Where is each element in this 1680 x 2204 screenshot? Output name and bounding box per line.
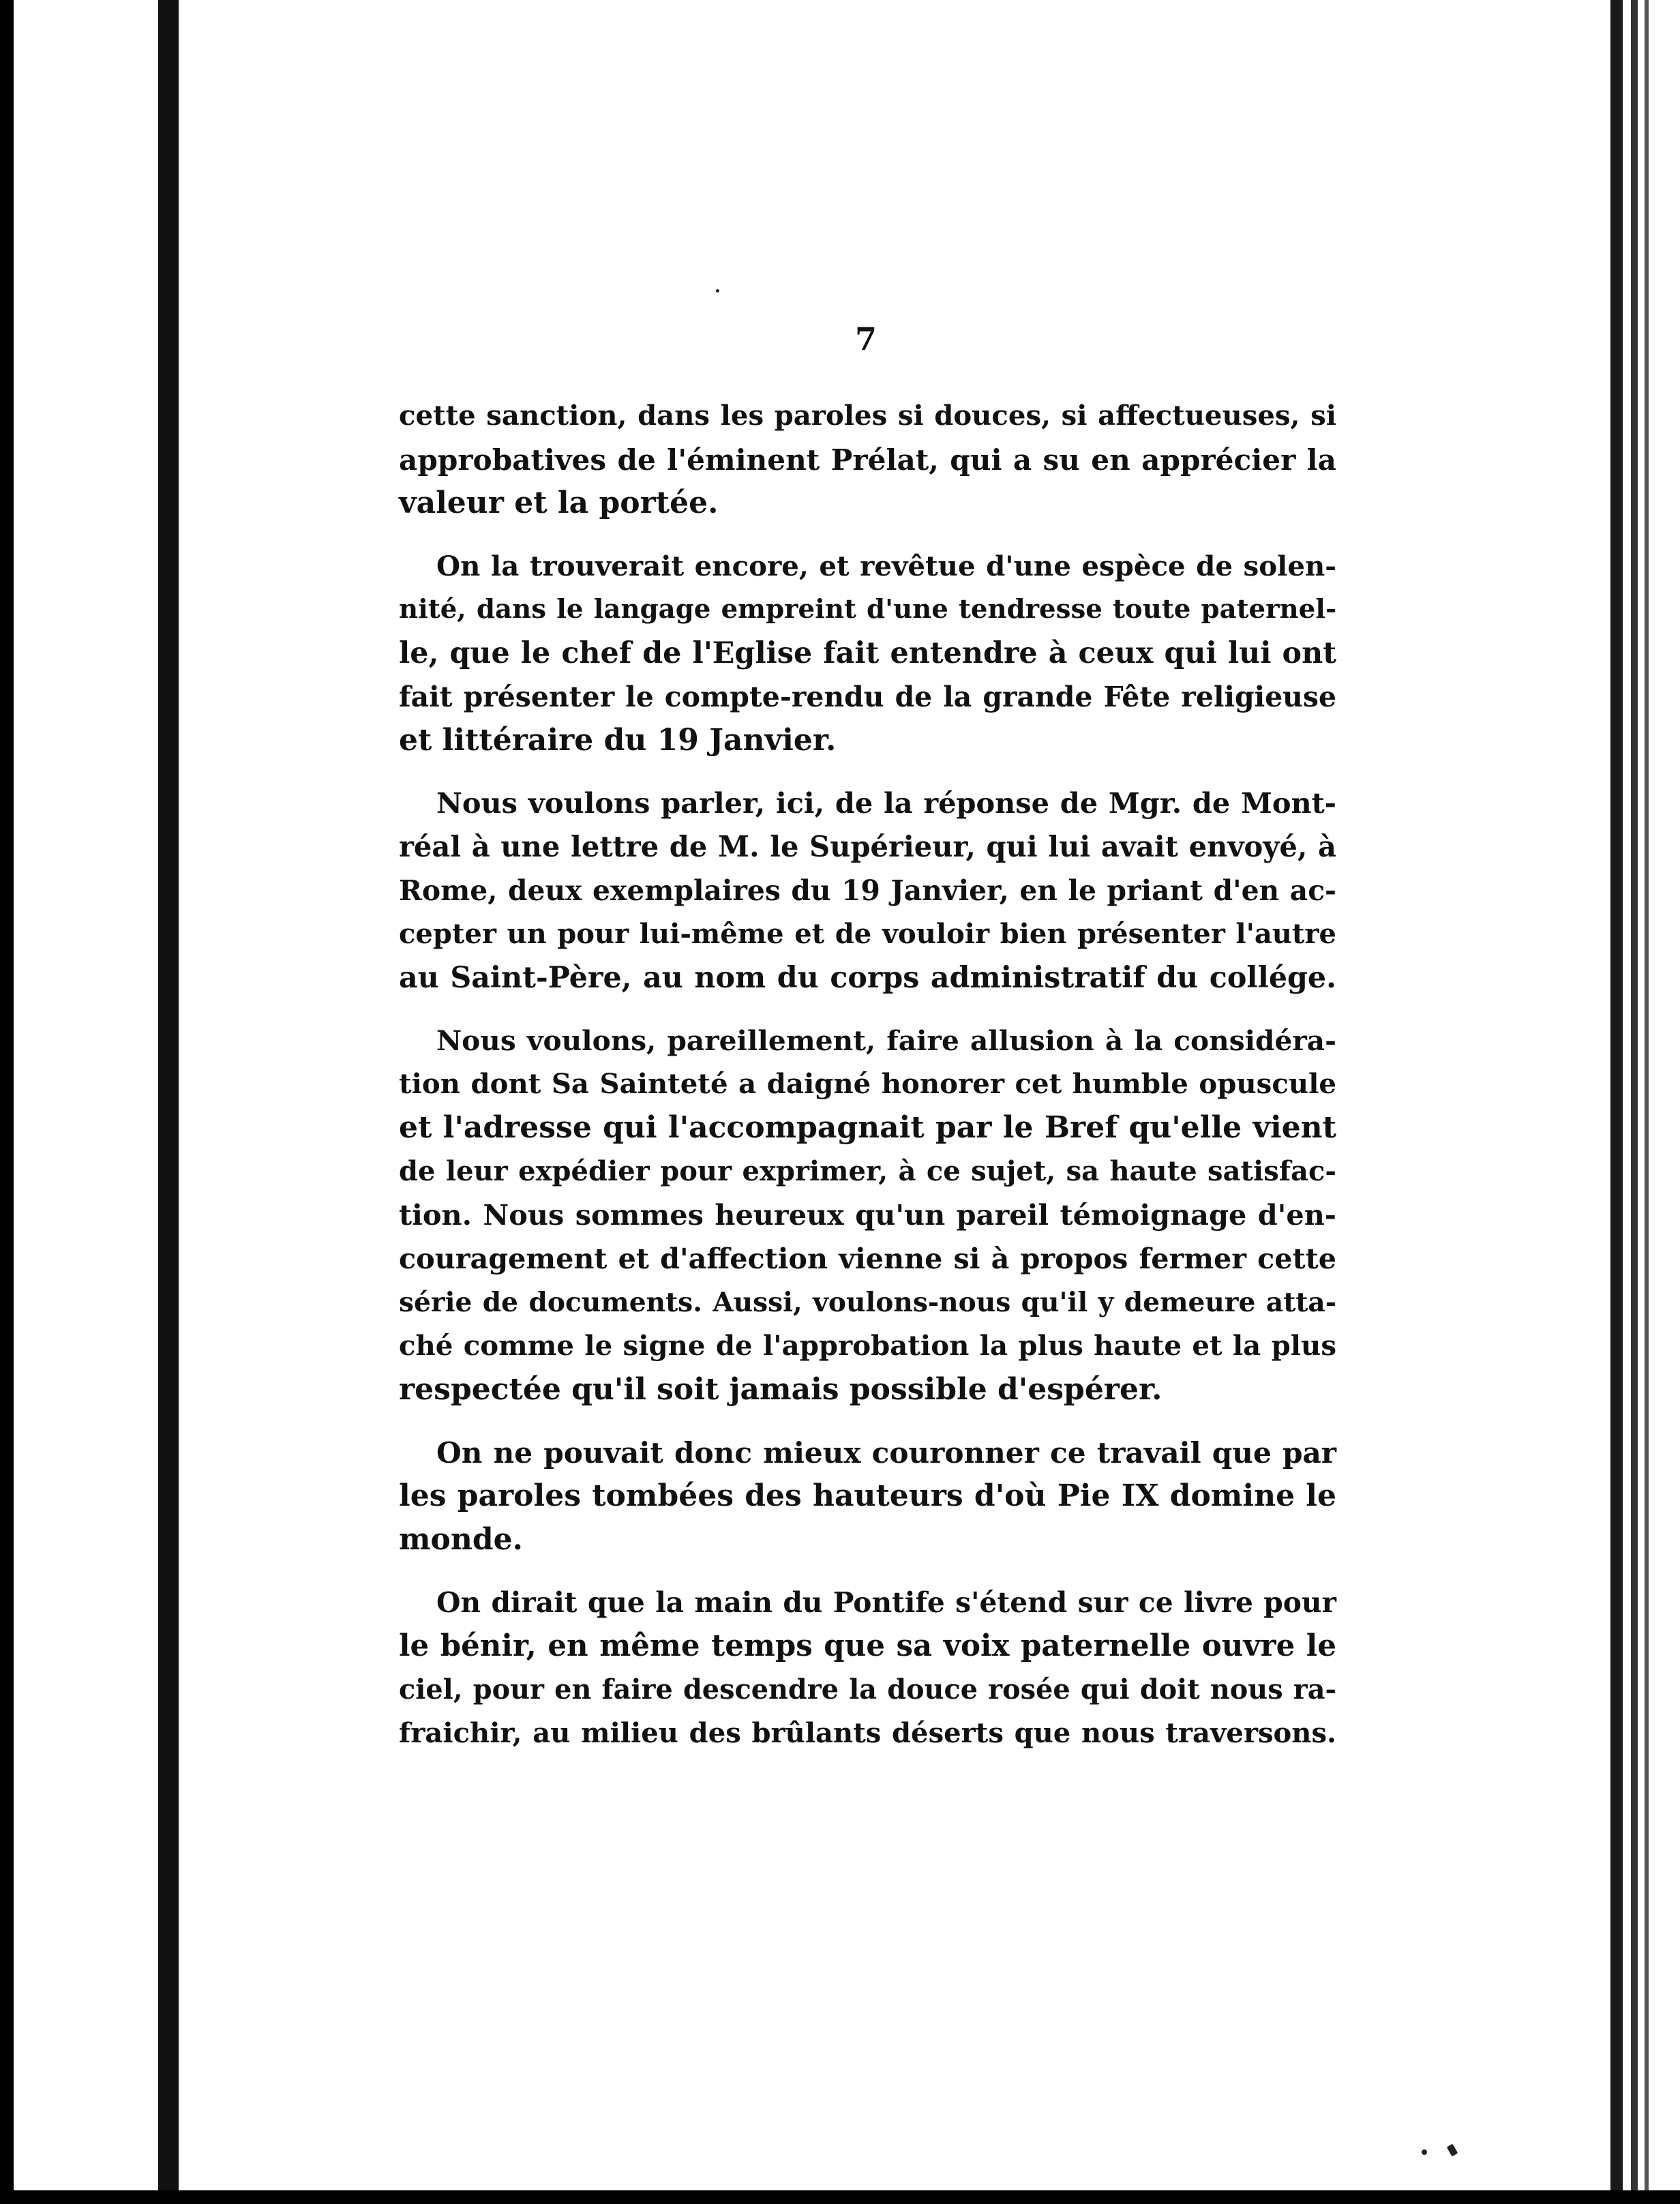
left-gutter — [18, 0, 158, 2204]
paragraph — [399, 781, 1336, 1000]
paragraph — [399, 1431, 1336, 1562]
text-line: On ne pouvait donc mieux couronner ce travail que par — [436, 1435, 1336, 1470]
paragraph — [399, 544, 1336, 762]
text-line: ciel, pour en faire descendre la douce rosée qui doit nous ra- — [399, 1674, 1336, 1706]
text-line: approbatives de l'éminent Prélat, qui a su en apprécier la — [399, 443, 1336, 477]
text-line: couragement et d'affection vienne si à propos fermer cette — [399, 1242, 1336, 1275]
text-line: de leur expédier pour exprimer, à ce sujet, sa haute satisfac- — [399, 1155, 1336, 1187]
text-line: cepter un pour lui-même et de vouloir bien présenter l'autre — [399, 918, 1336, 950]
text-line: les paroles tombées des hauteurs d'où Pie IX domine le — [399, 1478, 1336, 1513]
text-line: ché comme le signe de l'approbation la plus haute et la plus — [399, 1330, 1336, 1362]
right-edge-line — [1631, 0, 1638, 2204]
paragraph — [399, 394, 1336, 525]
text-line: Nous voulons, pareillement, faire allusion à la considéra- — [436, 1024, 1336, 1057]
text-line: Rome, deux exemplaires du 19 Janvier, en le priant d'en ac- — [399, 874, 1336, 907]
text-line: tion dont Sa Sainteté a daigné honorer cet humble opuscule — [399, 1068, 1336, 1100]
right-edge-line — [1610, 0, 1623, 2204]
text-line: cette sanction, dans les paroles si douces, si affectueuses, si — [399, 400, 1336, 432]
text-line: et littéraire du 19 Janvier. — [399, 723, 837, 758]
text-line: fait présenter le compte-rendu de la grande Fête religieuse — [399, 681, 1336, 713]
text-line: fraichir, au milieu des brûlants déserts que nous traversons. — [399, 1717, 1336, 1749]
right-edge-line — [1645, 0, 1649, 2204]
text-line: On la trouverait encore, et revêtue d'une espèce de solen- — [436, 550, 1336, 582]
paragraph — [399, 1581, 1336, 1755]
text-line: au Saint-Père, au nom du corps administratif du collége. — [399, 961, 1336, 995]
text-line: le, que le chef de l'Eglise fait entendre à ceux qui lui ont — [399, 636, 1336, 670]
body-text — [399, 394, 1336, 1774]
text-line: le bénir, en même temps que sa voix paternelle ouvre le — [399, 1628, 1336, 1663]
text-line: valeur et la portée. — [399, 486, 719, 520]
text-line: nité, dans le langage empreint d'une tendresse toute paternel- — [399, 594, 1336, 625]
text-line: et l'adresse qui l'accompagnait par le Bref qu'elle vient — [399, 1110, 1336, 1145]
paragraph — [399, 1019, 1336, 1412]
text-line: réal à une lettre de M. le Supérieur, qui lui avait envoyé, à — [399, 830, 1336, 863]
text-line: On dirait que la main du Pontife s'étend sur ce livre pour — [436, 1586, 1336, 1619]
text-line: respectée qu'il soit jamais possible d'espérer. — [399, 1372, 1162, 1407]
page-number: 7 — [854, 321, 877, 357]
bottom-border — [0, 2190, 1680, 2204]
text-line: Nous voulons parler, ici, de la réponse de Mgr. de Mont- — [436, 786, 1336, 820]
text-line: monde. — [399, 1522, 523, 1557]
scan-speck — [716, 289, 719, 293]
left-spine — [158, 0, 179, 2204]
scan-speck — [1422, 2149, 1427, 2155]
text-line: tion. Nous sommes heureux qu'un pareil témoignage d'en- — [399, 1198, 1336, 1232]
text-line: série de documents. Aussi, voulons-nous qu'il y demeure atta- — [399, 1287, 1336, 1318]
